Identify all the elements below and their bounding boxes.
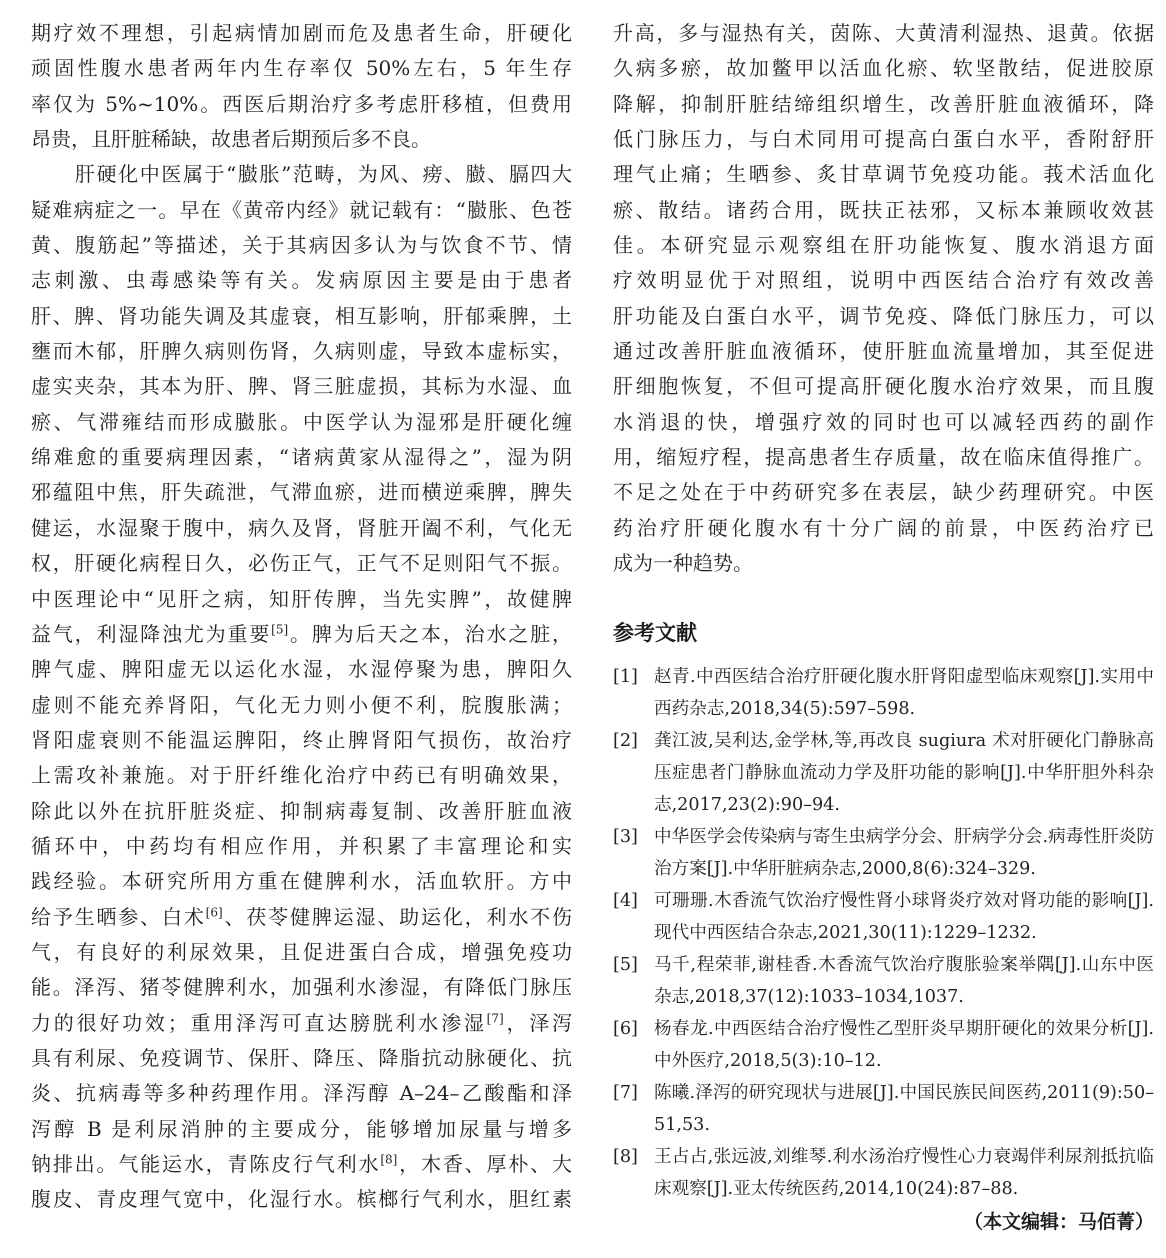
reference-number: [5] [613, 954, 638, 975]
reference-text: 中华医学会传染病与寄生虫病学分会、肝病学分会.病毒性肝炎防治方案[J].中华肝脏病杂志,2000,8(6):324–329. [654, 826, 1154, 879]
text-line: 瘀、气滞雍结而形成臌胀。中医学认为湿邪是肝硬化缠 [31, 409, 572, 434]
editor-note: （本文编辑：马佰菁） [963, 1210, 1154, 1233]
text-line: 中医理论中“见肝之病，知肝传脾，当先实脾”，故健脾 [31, 586, 572, 611]
reference-number: [3] [613, 826, 638, 847]
text-line: 理气止痛；生晒参、炙甘草调节免疫功能。莪术活血化 [613, 162, 1154, 187]
text-line: 志刺激、虫毒感染等有关。发病原因主要是由于患者 [31, 268, 572, 293]
text-line: 邪蕴阻中焦，肝失疏泄，气滞血瘀，进而横逆乘脾，脾失 [31, 480, 572, 505]
text-line: 疑难病症之一。早在《黄帝内经》就记载有：“臌胀、色苍 [31, 197, 572, 222]
text-line: 能。泽泻、猪苓健脾利水，加强利水渗湿，有降低门脉压 [31, 975, 572, 1000]
reference-item [613, 661, 1154, 725]
text-line: 气，有良好的利尿效果，且促进蛋白合成，增强免疫功 [31, 939, 572, 964]
reference-number: [8] [613, 1146, 638, 1167]
reference-item [613, 821, 1154, 885]
text-line: 壅而木郁，肝脾久病则伤肾，久病则虚，导致本虚标实， [31, 339, 572, 364]
reference-text: 杨春龙.中西医结合治疗慢性乙型肝炎早期肝硬化的效果分析[J].中外医疗,2018,5(3):10–12. [654, 1018, 1154, 1071]
reference-number: [7] [613, 1082, 638, 1103]
text-line: 炎、抗病毒等多种药理作用。泽泻醇 A–24–乙酸酯和泽 [31, 1081, 572, 1106]
reference-text: 龚江波,吴利达,金学林,等,再改良 sugiura 术对肝硬化门静脉高压症患者门静脉血流动力学及肝功能的影响[J].中华肝胆外科杂志,2017,23(2):90–94. [654, 730, 1154, 815]
text-line: 降解，抑制肝脏结缔组织增生，改善肝脏血液循环，降 [613, 91, 1154, 116]
text-line: 用，缩短疗程，提高患者生存质量，故在临床值得推广。 [613, 445, 1154, 470]
reference-text: 陈曦.泽泻的研究现状与进展[J].中国民族民间医药,2011(9):50–51,53. [654, 1082, 1154, 1135]
text-line: 除此以外在抗肝脏炎症、抑制病毒复制、改善肝脏血液 [31, 798, 572, 823]
text-line: 佳。本研究显示观察组在肝功能恢复、腹水消退方面 [613, 233, 1154, 258]
text-line: 钠排出。气能运水，青陈皮行气利水[8]，木香、厚朴、大 [31, 1152, 572, 1176]
text-line: 通过改善肝脏血液循环，使肝脏血流量增加，其至促进 [613, 339, 1154, 364]
references-list [613, 661, 1154, 1205]
citation-superscript: [5] [271, 622, 289, 637]
text-line: 健运，水湿聚于腹中，病久及肾，肾脏开阖不利，气化无 [31, 515, 572, 540]
reference-number: [6] [613, 1018, 638, 1039]
reference-text: 赵青.中西医结合治疗肝硬化腹水肝肾阳虚型临床观察[J].实用中西药杂志,2018,34(5):597–598. [654, 666, 1154, 719]
text-line: 给予生晒参、白术[6]、茯苓健脾运湿、助运化，利水不伤 [31, 904, 572, 929]
text-line: 顽固性腹水患者两年内生存率仅 50%左右，5 年生存 [31, 56, 572, 81]
text-line: 腹皮、青皮理气宽中，化湿行水。槟榔行气利水，胆红素 [31, 1187, 572, 1212]
reference-number: [1] [613, 666, 638, 687]
text-line: 不足之处在于中药研究多在表层，缺少药理研究。中医 [613, 480, 1154, 505]
text-line: 率仅为 5%~10%。西医后期治疗多考虑肝移植，但费用 [31, 91, 572, 116]
reference-number: [2] [613, 730, 638, 751]
text-line: 力的很好功效；重用泽泻可直达膀胱利水渗湿[7]，泽泻 [31, 1010, 572, 1035]
reference-item [613, 949, 1154, 1013]
reference-item [613, 725, 1154, 821]
reference-item [613, 1141, 1154, 1205]
references-heading: 参考文献 [613, 620, 697, 645]
text-line: 药治疗肝硬化腹水有十分广阔的前景，中医药治疗已 [613, 515, 1154, 540]
text-line: 循环中，中药均有相应作用，并积累了丰富理论和实 [31, 833, 572, 858]
reference-item [613, 1013, 1154, 1077]
text-line: 期疗效不理想，引起病情加剧而危及患者生命，肝硬化 [31, 21, 572, 45]
text-line: 肝细胞恢复，不但可提高肝硬化腹水治疗效果，而且腹 [613, 374, 1154, 399]
citation-superscript: [6] [205, 904, 223, 919]
reference-text: 王占占,张远波,刘维琴.利水汤治疗慢性心力衰竭伴利尿剂抵抗临床观察[J].亚太传统医药,2014,10(24):87–88. [654, 1146, 1154, 1199]
text-line: 久病多瘀，故加鳖甲以活血化瘀、软坚散结，促进胶原 [613, 56, 1154, 81]
text-line: 脾气虚、脾阳虚无以运化水湿，水湿停聚为患，脾阳久 [31, 657, 572, 682]
text-line: 肾阳虚衰则不能温运脾阳，终止脾肾阳气损伤，故治疗 [31, 727, 572, 752]
text-line: 成为一种趋势。 [613, 551, 753, 576]
text-line: 上需攻补兼施。对于肝纤维化治疗中药已有明确效果， [31, 763, 572, 788]
text-line: 具有利尿、免疫调节、保肝、降压、降脂抗动脉硬化、抗 [31, 1045, 572, 1070]
text-line: 疗效明显优于对照组，说明中西医结合治疗有效改善 [613, 268, 1154, 293]
text-line: 昂贵，且肝脏稀缺，故患者后期预后多不良。 [31, 127, 431, 152]
text-line: 升高，多与湿热有关，茵陈、大黄清利湿热、退黄。依据 [613, 21, 1154, 45]
right-column-text [613, 16, 1154, 582]
text-line: 肝、脾、肾功能失调及其虚衰，相互影响，肝郁乘脾，土 [31, 303, 572, 328]
text-line: 水消退的快，增强疗效的同时也可以减轻西药的副作 [613, 409, 1154, 434]
right-column [613, 16, 1154, 1237]
text-line: 黄、腹筋起”等描述，关于其病因多认为与饮食不节、情 [31, 233, 572, 258]
left-column [31, 16, 572, 1218]
text-line: 绵难愈的重要病理因素，“诸病黄家从湿得之”，湿为阴 [31, 445, 572, 470]
citation-superscript: [7] [486, 1010, 504, 1025]
text-line: 肝功能及白蛋白水平，调节免疫、降低门脉压力，可以 [613, 303, 1154, 328]
text-line: 虚实夹杂，其本为肝、脾、肾三脏虚损，其标为水湿、血 [31, 374, 572, 399]
text-line: 践经验。本研究所用方重在健脾利水，活血软肝。方中 [31, 869, 572, 894]
reference-text: 马千,程荣菲,谢桂香.木香流气饮治疗腹胀验案举隅[J].山东中医杂志,2018,37(12):1033–1034,1037. [654, 954, 1154, 1007]
text-line: 虚则不能充养肾阳，气化无力则小便不利，脘腹胀满； [31, 692, 572, 717]
text-line: 低门脉压力，与白术同用可提高白蛋白水平，香附舒肝 [613, 127, 1154, 152]
text-line: 肝硬化中医属于“臌胀”范畴，为风、痨、臌、膈四大 [75, 162, 572, 187]
text-line: 益气，利湿降浊尤为重要[5]。脾为后天之本，治水之脏， [31, 621, 572, 646]
reference-item [613, 1077, 1154, 1141]
citation-superscript: [8] [380, 1152, 398, 1167]
reference-text: 可珊珊.木香流气饮治疗慢性肾小球肾炎疗效对肾功能的影响[J].现代中西医结合杂志,2021,30(11):1229–1232. [654, 890, 1154, 943]
text-line: 瘀、散结。诸药合用，既扶正祛邪，又标本兼顾收效甚 [613, 197, 1154, 222]
text-line: 权，肝硬化病程日久，必伤正气，正气不足则阳气不振。 [31, 551, 572, 576]
reference-item [613, 885, 1154, 949]
reference-number: [4] [613, 890, 638, 911]
text-line: 泻醇 B 是利尿消肿的主要成分，能够增加尿量与增多 [31, 1116, 572, 1141]
